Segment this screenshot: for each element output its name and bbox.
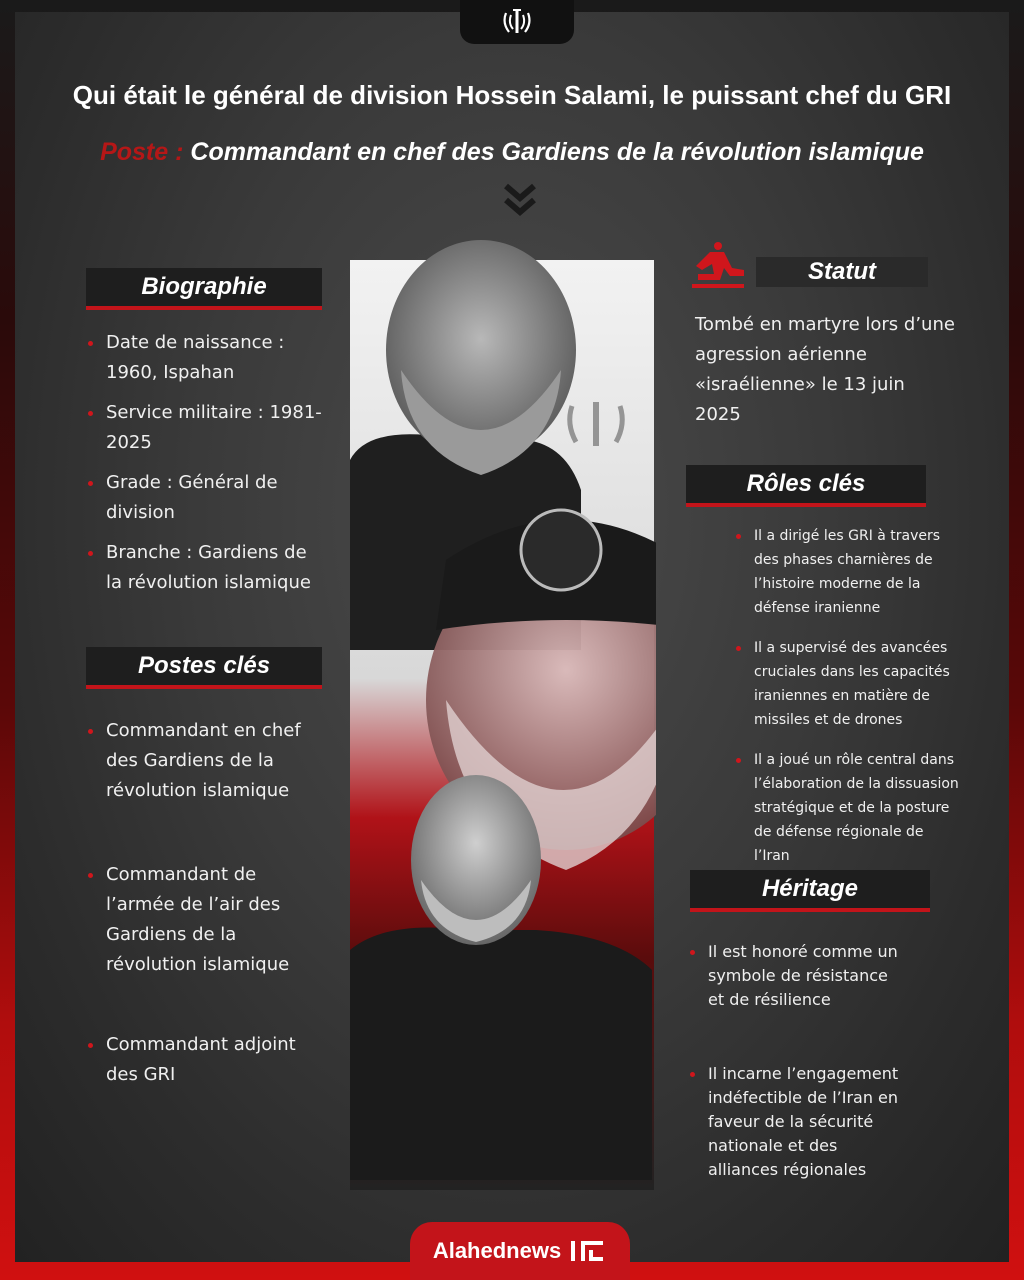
- roles-list: [734, 524, 959, 884]
- footer-brand-tab: [410, 1222, 630, 1280]
- list-item: Commandant en chef des Gardiens de la révolution islamique: [86, 716, 326, 806]
- chevron-down-icon: [500, 180, 540, 220]
- postes-list: [86, 716, 326, 1090]
- postes-header: Postes clés: [86, 647, 322, 689]
- list-item: Grade : Général de division: [86, 468, 326, 528]
- martyr-figure-icon: [690, 240, 746, 290]
- portrait-collage: [346, 230, 656, 1190]
- list-item: Il a dirigé les GRI à travers des phases charnières de l’histoire moderne de la défense iranienne: [734, 524, 959, 620]
- heritage-list: [688, 940, 908, 1182]
- heritage-header: Héritage: [690, 870, 930, 912]
- iran-emblem-icon: [500, 7, 534, 37]
- list-item: Commandant de l’armée de l’air des Gardiens de la révolution islamique: [86, 860, 326, 980]
- page-title: Qui était le général de division Hossein Salami, le puissant chef du GRI: [72, 80, 952, 110]
- subtitle-label: Poste :: [100, 138, 184, 166]
- list-item: Date de naissance : 1960, Ispahan: [86, 328, 326, 388]
- subtitle-value: Commandant en chef des Gardiens de la révolution islamique: [190, 138, 924, 166]
- top-emblem-tab: [460, 0, 574, 44]
- statut-text: Tombé en martyre lors d’une agression aérienne «israélienne» le 13 juin 2025: [695, 314, 955, 425]
- biographie-header: Biographie: [86, 268, 322, 310]
- list-item: Branche : Gardiens de la révolution islamique: [86, 538, 326, 598]
- alahednews-logo-icon: [571, 1238, 607, 1264]
- list-item: Il a supervisé des avancées cruciales dans les capacités iraniennes en matière de missiles et de drones: [734, 636, 959, 732]
- statut-header: Statut: [756, 257, 928, 287]
- list-item: Service militaire : 1981-2025: [86, 398, 326, 458]
- subtitle: [40, 138, 984, 167]
- footer-brand: Alahednews: [432, 1238, 562, 1263]
- list-item: Il a joué un rôle central dans l’élaboration de la dissuasion stratégique et de la posture de défense régionale de l’Iran: [734, 748, 959, 868]
- list-item: Il est honoré comme un symbole de résistance et de résilience: [688, 940, 908, 1012]
- roles-header: Rôles clés: [686, 465, 926, 507]
- biographie-list: [86, 328, 326, 608]
- list-item: Commandant adjoint des GRI: [86, 1030, 326, 1090]
- list-item: Il incarne l’engagement indéfectible de l’Iran en faveur de la sécurité nationale et des alliances régionales: [688, 1062, 908, 1182]
